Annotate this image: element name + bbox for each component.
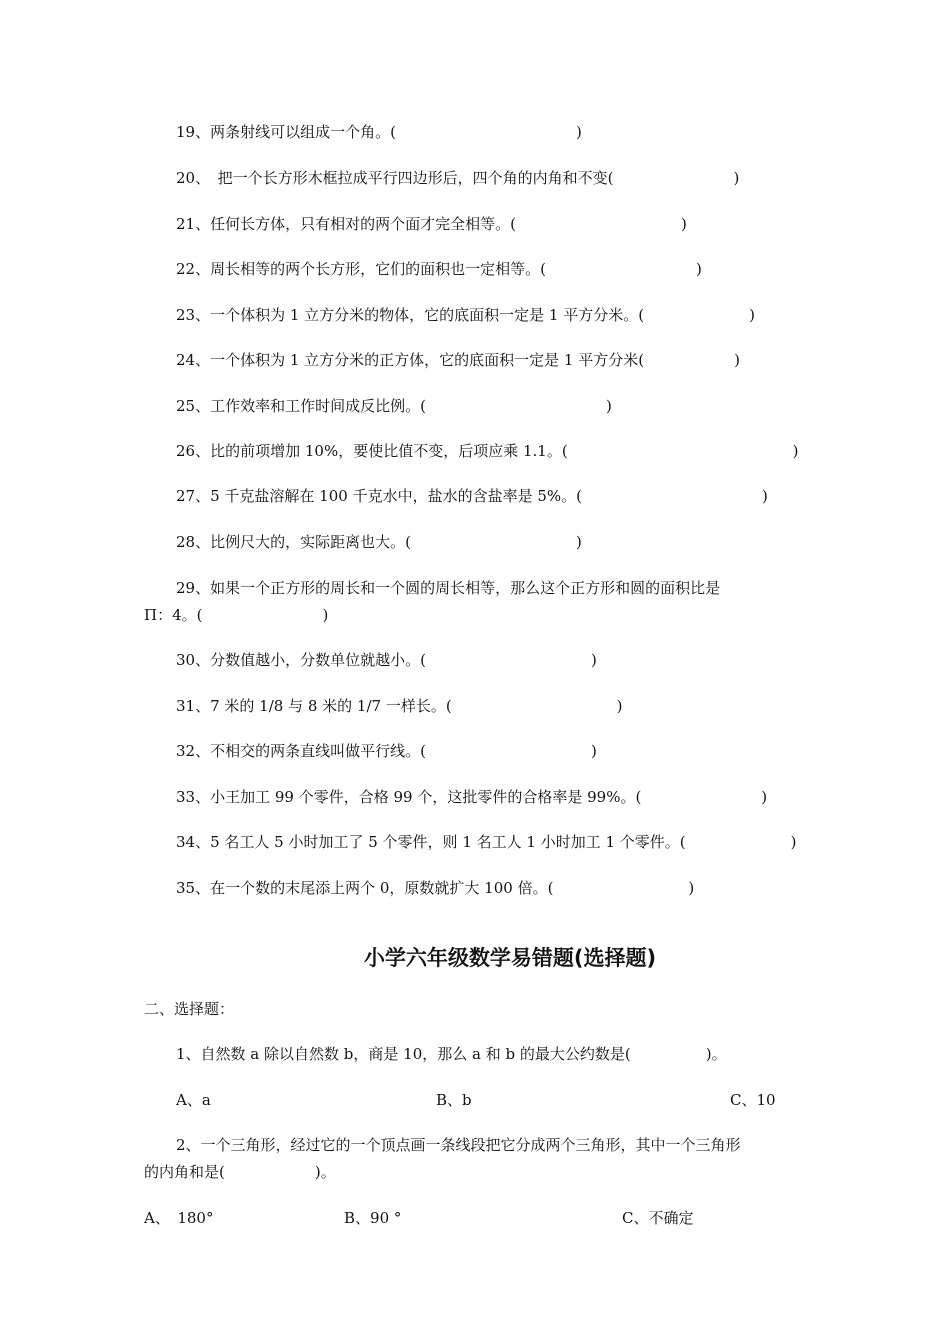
judge-question-29-line1: 29、如果一个正方形的周长和一个圆的周长相等，那么这个正方形和圆的面积比是 (176, 579, 721, 597)
choice-question-2-line2: 的内角和是( )。 (144, 1163, 336, 1181)
judge-question-21: 21、任何长方体，只有相对的两个面才完全相等。( ) (176, 215, 687, 233)
section-heading: 二、选择题： (144, 1000, 235, 1018)
judge-question-27: 27、5 千克盐溶解在 100 千克水中，盐水的含盐率是 5%。( ) (176, 487, 768, 505)
choice-question-2-line1: 2、一个三角形，经过它的一个顶点画一条线段把它分成两个三角形，其中一个三角形 (176, 1136, 741, 1154)
page-title-text: 小学六年级数学易错题(选择题) (363, 946, 657, 970)
choice-1-option-c: C、10 (730, 1091, 776, 1109)
judge-question-32: 32、不相交的两条直线叫做平行线。( ) (176, 742, 597, 760)
judge-question-34: 34、5 名工人 5 小时加工了 5 个零件，则 1 名工人 1 小时加工 1 个零件。( ) (176, 833, 797, 851)
choice-2-option-c: C、不确定 (622, 1209, 694, 1227)
judge-question-29-line2: Π：4。( ) (144, 606, 329, 624)
judge-question-24: 24、一个体积为 1 立方分米的正方体，它的底面积一定是 1 平方分米( ) (176, 351, 740, 369)
choice-2-option-a: A、 180° (144, 1209, 214, 1227)
judge-question-26: 26、比的前项增加 10%，要使比值不变，后项应乘 1.1。( ) (176, 442, 799, 460)
judge-question-19: 19、两条射线可以组成一个角。( ) (176, 123, 582, 141)
judge-question-35: 35、在一个数的末尾添上两个 0，原数就扩大 100 倍。( ) (176, 879, 695, 897)
judge-question-23: 23、一个体积为 1 立方分米的物体，它的底面积一定是 1 平方分米。( ) (176, 306, 755, 324)
judge-question-20: 20、 把一个长方形木框拉成平行四边形后，四个角的内角和不变( ) (176, 169, 740, 187)
choice-1-option-b: B、b (436, 1091, 472, 1109)
judge-question-28: 28、比例尺大的，实际距离也大。( ) (176, 533, 582, 551)
choice-question-1: 1、自然数 a 除以自然数 b，商是 10，那么 a 和 b 的最大公约数是( )。 (176, 1045, 727, 1063)
page-title (90, 944, 930, 972)
judge-question-25: 25、工作效率和工作时间成反比例。( ) (176, 397, 612, 415)
judge-question-33: 33、小王加工 99 个零件，合格 99 个，这批零件的合格率是 99%。( ) (176, 788, 768, 806)
choice-1-option-a: A、a (176, 1091, 211, 1109)
judge-question-22: 22、周长相等的两个长方形，它们的面积也一定相等。( ) (176, 260, 702, 278)
choice-2-option-b: B、90 ° (344, 1209, 402, 1227)
judge-question-30: 30、分数值越小，分数单位就越小。( ) (176, 651, 597, 669)
judge-question-31: 31、7 米的 1/8 与 8 米的 1/7 一样长。( ) (176, 697, 623, 715)
